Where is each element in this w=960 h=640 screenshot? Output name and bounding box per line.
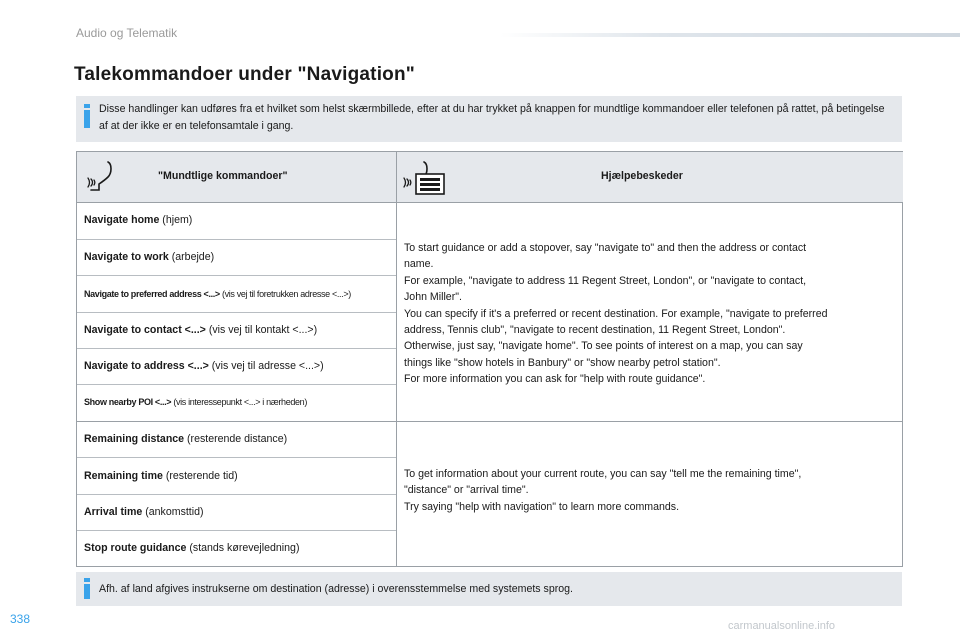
command-name: Navigate to preferred address <...> <box>84 289 220 299</box>
commands-header <box>77 152 396 203</box>
help-messages-column <box>396 152 903 566</box>
table-row <box>77 531 396 567</box>
command-name: Navigate to work <box>84 251 169 263</box>
command-name: Show nearby POI <...> <box>84 397 172 407</box>
info-note-bottom-text: Afh. af land afgives instrukserne om destination (adresse) i overensstemmelse med systemets sprog. <box>99 583 573 595</box>
command-translation: (vis vej til foretrukken adresse <...>) <box>219 289 351 299</box>
command-name: Remaining time <box>84 470 163 482</box>
table-row <box>77 349 396 385</box>
page-number: 338 <box>10 612 31 626</box>
table-row <box>77 458 396 495</box>
table-row <box>77 240 396 276</box>
command-name: Navigate to address <...> <box>84 360 209 372</box>
table-row <box>77 422 396 458</box>
voice-command-table <box>76 151 903 567</box>
page-title: Talekommandoer under "Navigation" <box>74 64 415 85</box>
table-row <box>77 203 396 240</box>
voice-help-icon <box>401 160 447 196</box>
command-translation: (vis vej til kontakt <...>) <box>205 324 318 336</box>
table-row <box>77 385 396 421</box>
commands-column <box>77 152 396 566</box>
watermark: carmanualsonline.info <box>728 620 836 632</box>
command-translation: (vis vej til adresse <...>) <box>208 360 324 372</box>
table-row <box>77 313 396 349</box>
commands-header-label: "Mundtlige kommandoer" <box>158 170 288 182</box>
voice-command-icon <box>85 160 119 194</box>
help-header <box>397 152 903 203</box>
command-name: Navigate home <box>84 214 160 226</box>
info-note-top <box>76 96 902 142</box>
section-header: Audio og Telematik <box>76 26 178 40</box>
command-translation: (stands kørevejledning) <box>186 542 300 554</box>
help-text-route-guidance: To start guidance or add a stopover, say "navigate to" and then the address or contact name. For example, "navigate to address 11 Regent Street, London", or "navigate to contact, John Miller". You can specify if it's a preferred or recent destination. For example, "navigate to preferred address, Tennis club", "navigate to recent destination, 11 Regent Street, London". Otherwise, just say, "navigate home". To see points of interest on a map, you can say things like "show hotels in Banbury" or "show nearby petrol station". For more information you can ask for "help with route guidance". <box>404 242 828 386</box>
command-name: Remaining distance <box>84 433 185 445</box>
info-note-top-text: Disse handlinger kan udføres fra et hvilket som helst skærmbillede, efter at du har trykket på knappen for mundtlige kommandoer eller telefonen på rattet, på betingelse af at der ikke er en telefonsamtale i gang. <box>99 103 885 132</box>
info-note-bottom <box>76 572 902 606</box>
command-translation: (vis interessepunkt <...> i nærheden) <box>171 397 307 407</box>
command-translation: (arbejde) <box>168 251 215 263</box>
table-row <box>77 276 396 313</box>
command-translation: (ankomsttid) <box>142 506 204 518</box>
header-rule <box>500 33 960 37</box>
command-translation: (resterende distance) <box>184 433 288 445</box>
command-name: Arrival time <box>84 506 143 518</box>
command-translation: (resterende tid) <box>162 470 238 482</box>
command-name: Navigate to contact <...> <box>84 324 206 336</box>
table-row <box>77 495 396 531</box>
help-header-label: Hjælpebeskeder <box>601 170 683 182</box>
command-translation: (hjem) <box>159 214 193 226</box>
group-divider <box>397 421 903 422</box>
command-name: Stop route guidance <box>84 542 187 554</box>
help-text-route-info: To get information about your current route, you can say "tell me the remaining time", "distance" or "arrival time". Try saying "help with navigation" to learn more commands. <box>404 468 802 513</box>
